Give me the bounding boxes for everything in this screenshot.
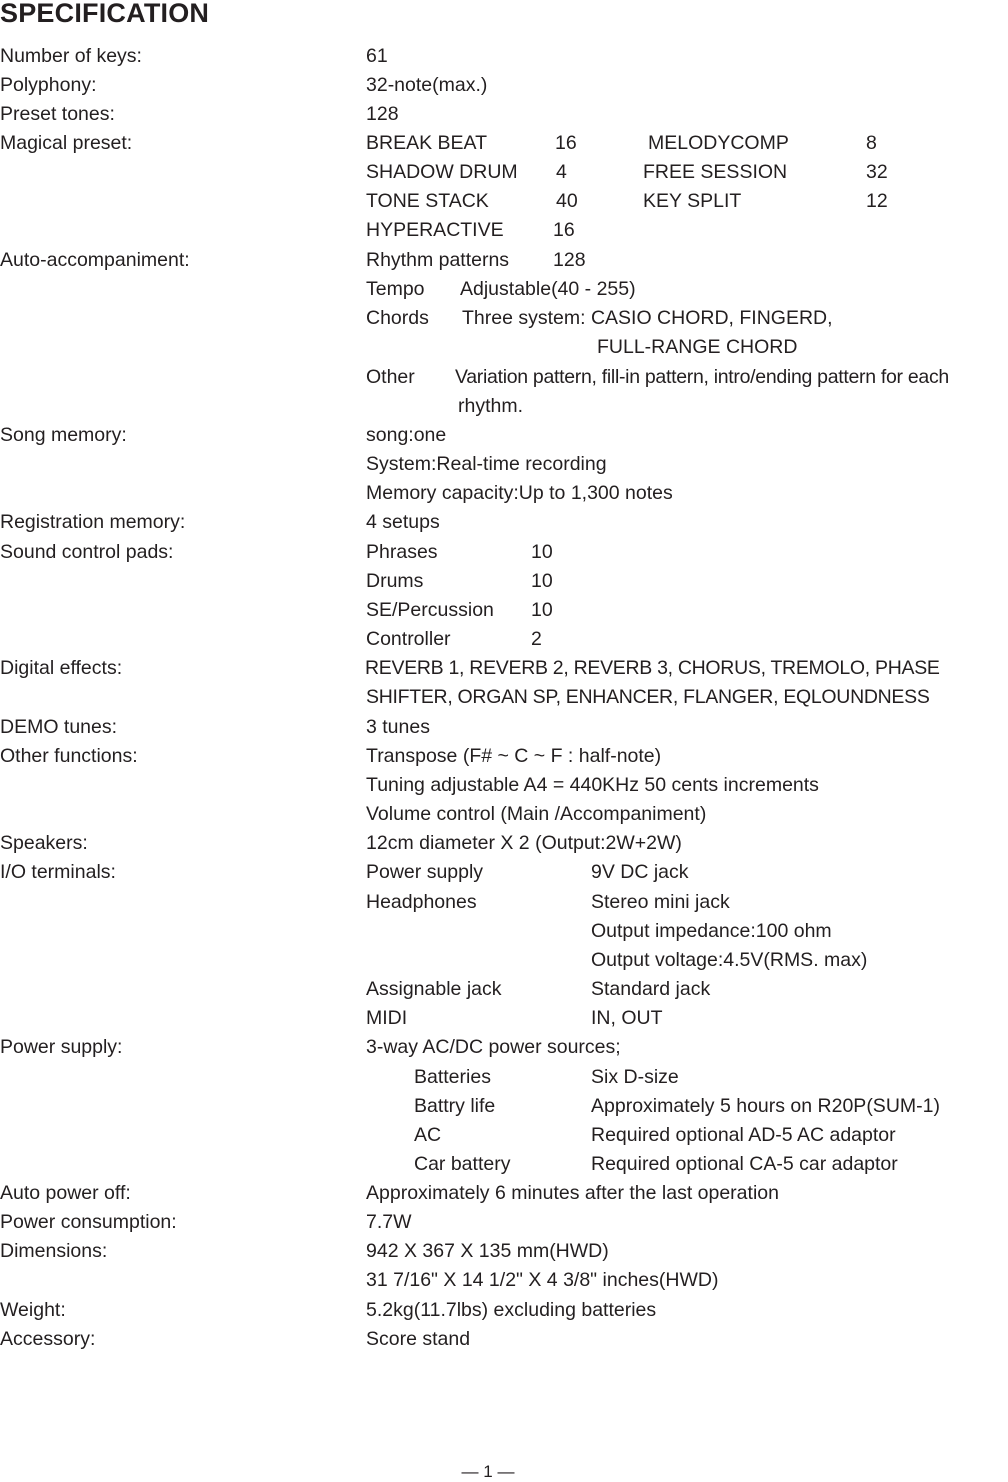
io-terminal-value: IN, OUT xyxy=(591,1007,663,1029)
spec-value-polyphony: 32-note(max.) xyxy=(366,74,488,96)
spec-label-dimensions: Dimensions: xyxy=(0,1240,108,1262)
accompaniment-tempo-label: Tempo xyxy=(366,278,425,300)
power-source-name: Batteries xyxy=(414,1066,491,1088)
spec-label-registration-memory: Registration memory: xyxy=(0,511,186,533)
magical-preset-name: TONE STACK xyxy=(366,190,489,212)
accompaniment-chords-value: Three system: CASIO CHORD, FINGERD, xyxy=(462,307,833,329)
spec-value-demo-tunes: 3 tunes xyxy=(366,716,430,738)
io-terminal-value: 9V DC jack xyxy=(591,861,689,883)
magical-preset-name: BREAK BEAT xyxy=(366,132,488,154)
spec-label-polyphony: Polyphony: xyxy=(0,74,97,96)
other-functions-line: Transpose (F# ~ C ~ F : half-note) xyxy=(366,745,662,767)
io-terminal-name: Assignable jack xyxy=(366,978,502,1000)
sound-pad-name: Phrases xyxy=(366,541,438,563)
page-number: — 1 — xyxy=(461,1462,515,1481)
spec-label-io-terminals: I/O terminals: xyxy=(0,861,116,883)
spec-label-power-supply: Power supply: xyxy=(0,1036,123,1058)
magical-preset-count: 16 xyxy=(553,219,575,241)
io-terminal-value: Standard jack xyxy=(591,978,711,1000)
spec-label-magical-preset: Magical preset: xyxy=(0,132,133,154)
magical-preset-count: 12 xyxy=(866,190,888,212)
magical-preset-name: MELODYCOMP xyxy=(648,132,789,154)
sound-pad-count: 2 xyxy=(531,628,542,650)
io-terminal-value: Output impedance:100 ohm xyxy=(591,920,832,942)
power-source-value: Required optional CA-5 car adaptor xyxy=(591,1153,898,1175)
spec-value-keys: 61 xyxy=(366,45,388,67)
sound-pad-count: 10 xyxy=(531,570,553,592)
digital-effects-line: REVERB 1, REVERB 2, REVERB 3, CHORUS, TREMOLO, PHASE xyxy=(365,657,940,679)
spec-label-weight: Weight: xyxy=(0,1299,66,1321)
digital-effects-line: SHIFTER, ORGAN SP, ENHANCER, FLANGER, EQLOUNDNESS xyxy=(366,686,930,708)
accompaniment-tempo-value: Adjustable(40 - 255) xyxy=(460,278,636,300)
spec-label-auto-accompaniment: Auto-accompaniment: xyxy=(0,249,190,271)
spec-value-preset-tones: 128 xyxy=(366,103,399,125)
spec-label-demo-tunes: DEMO tunes: xyxy=(0,716,118,738)
spec-value-power-consumption: 7.7W xyxy=(366,1211,412,1233)
spec-label-keys: Number of keys: xyxy=(0,45,142,67)
sound-pad-name: Drums xyxy=(366,570,424,592)
power-source-name: Battry life xyxy=(414,1095,496,1117)
magical-preset-count: 40 xyxy=(556,190,578,212)
dimensions-line: 31 7/16" X 14 1/2" X 4 3/8" inches(HWD) xyxy=(366,1269,719,1291)
other-functions-line: Tuning adjustable A4 = 440KHz 50 cents increments xyxy=(366,774,819,796)
accompaniment-other-value: Variation pattern, fill-in pattern, intro/ending pattern for each xyxy=(455,366,949,388)
spec-value-auto-power-off: Approximately 6 minutes after the last operation xyxy=(366,1182,779,1204)
spec-label-auto-power-off: Auto power off: xyxy=(0,1182,131,1204)
spec-value-registration-memory: 4 setups xyxy=(366,511,440,533)
accompaniment-chords-value: FULL-RANGE CHORD xyxy=(597,336,798,358)
spec-label-speakers: Speakers: xyxy=(0,832,88,854)
accompaniment-chords-label: Chords xyxy=(366,307,429,329)
power-source-value: Required optional AD-5 AC adaptor xyxy=(591,1124,896,1146)
power-supply-intro: 3-way AC/DC power sources; xyxy=(366,1036,621,1058)
magical-preset-name: SHADOW DRUM xyxy=(366,161,518,183)
sound-pad-name: Controller xyxy=(366,628,451,650)
other-functions-line: Volume control (Main /Accompaniment) xyxy=(366,803,707,825)
accompaniment-rhythm-value: 128 xyxy=(553,249,586,271)
magical-preset-count: 32 xyxy=(866,161,888,183)
spec-label-song-memory: Song memory: xyxy=(0,424,127,446)
spec-label-accessory: Accessory: xyxy=(0,1328,96,1350)
page-title: SPECIFICATION xyxy=(0,0,210,28)
magical-preset-count: 4 xyxy=(556,161,567,183)
io-terminal-name: Headphones xyxy=(366,891,477,913)
magical-preset-name: FREE SESSION xyxy=(643,161,788,183)
sound-pad-count: 10 xyxy=(531,599,553,621)
magical-preset-count: 16 xyxy=(555,132,577,154)
song-memory-line: System:Real-time recording xyxy=(366,453,607,475)
spec-value-accessory: Score stand xyxy=(366,1328,471,1350)
io-terminal-value: Output voltage:4.5V(RMS. max) xyxy=(591,949,868,971)
spec-label-sound-control-pads: Sound control pads: xyxy=(0,541,174,563)
accompaniment-other-value: rhythm. xyxy=(458,395,524,417)
magical-preset-count: 8 xyxy=(866,132,877,154)
power-source-value: Approximately 5 hours on R20P(SUM-1) xyxy=(591,1095,940,1117)
spec-label-preset-tones: Preset tones: xyxy=(0,103,115,125)
spec-value-speakers: 12cm diameter X 2 (Output:2W+2W) xyxy=(366,832,682,854)
power-source-name: Car battery xyxy=(414,1153,511,1175)
power-source-name: AC xyxy=(414,1124,442,1146)
power-source-value: Six D-size xyxy=(591,1066,679,1088)
accompaniment-rhythm-label: Rhythm patterns xyxy=(366,249,510,271)
magical-preset-name: HYPERACTIVE xyxy=(366,219,504,241)
spec-label-power-consumption: Power consumption: xyxy=(0,1211,177,1233)
song-memory-line: song:one xyxy=(366,424,447,446)
spec-value-weight: 5.2kg(11.7lbs) excluding batteries xyxy=(366,1299,657,1321)
song-memory-line: Memory capacity:Up to 1,300 notes xyxy=(366,482,673,504)
sound-pad-name: SE/Percussion xyxy=(366,599,494,621)
accompaniment-other-label: Other xyxy=(366,366,415,388)
io-terminal-name: Power supply xyxy=(366,861,484,883)
sound-pad-count: 10 xyxy=(531,541,553,563)
spec-label-digital-effects: Digital effects: xyxy=(0,657,123,679)
spec-label-other-functions: Other functions: xyxy=(0,745,138,767)
dimensions-line: 942 X 367 X 135 mm(HWD) xyxy=(366,1240,609,1262)
magical-preset-name: KEY SPLIT xyxy=(643,190,742,212)
io-terminal-name: MIDI xyxy=(366,1007,408,1029)
io-terminal-value: Stereo mini jack xyxy=(591,891,730,913)
